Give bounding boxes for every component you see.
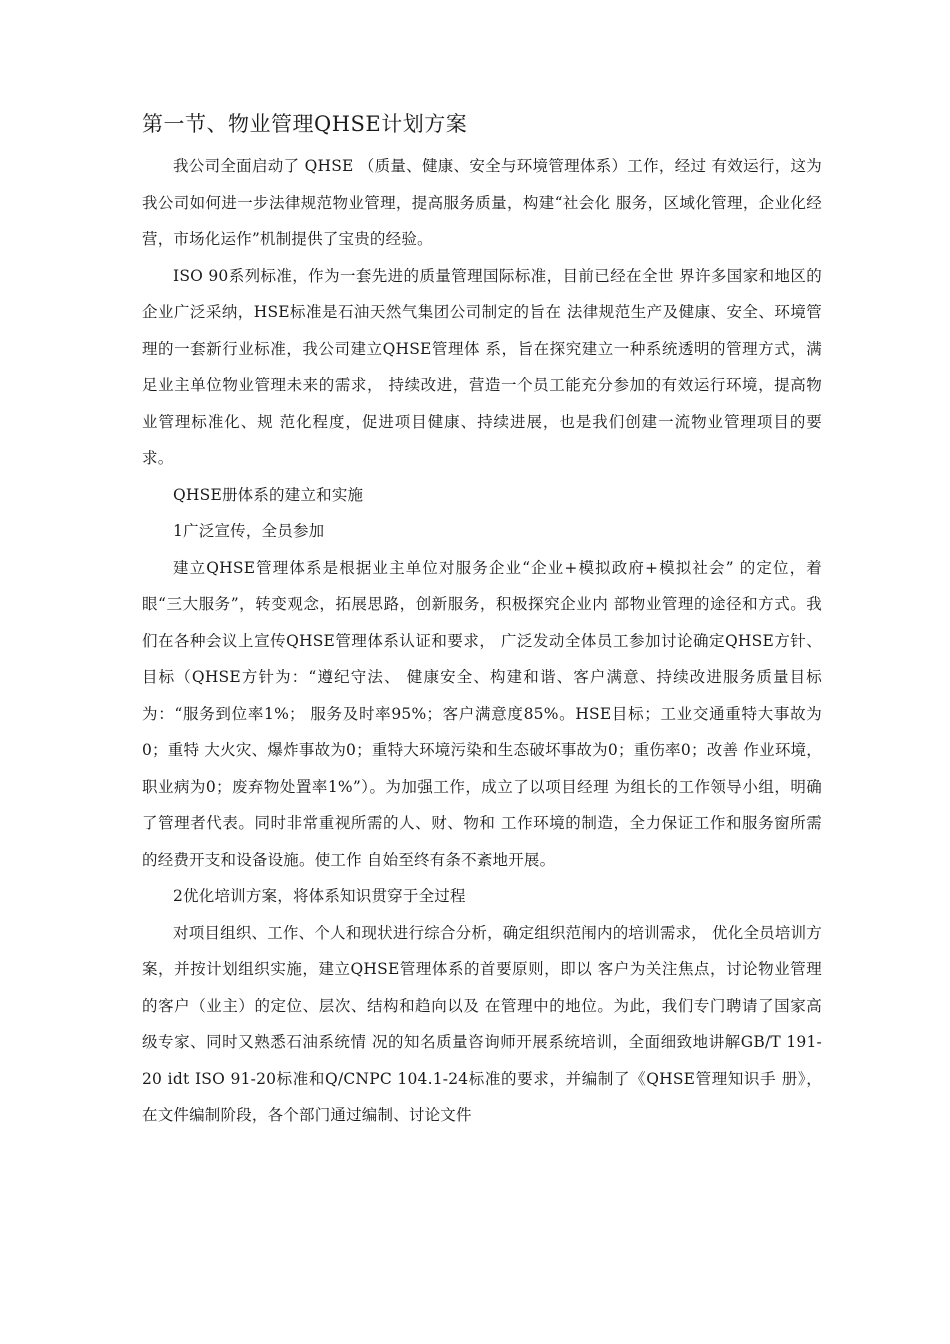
intro-paragraph: 我公司全面启动了 QHSE （质量、健康、安全与环境管理体系）工作，经过 有效运行，这为我公司如何进一步法律规范物业管理，提高服务质量，构建“社会化 服务，区域化管理，企业化经营，市场化运作”机制提供了宝贵的经验。 — [142, 157, 822, 248]
publicity-paragraph: 建立QHSE管理体系是根据业主单位对服务企业“企业+模拟政府+模拟社会” 的定位，着眼“三大服务”，转变观念，拓展思路，创新服务，积极探究企业内 部物业管理的途径和方式。我们在各种会议上宣传QHSE管理体系认证和要求， 广泛发动全体员工参加讨论确定QHSE方针、目标（QHSE方针为：“遵纪守法、 健康安全、构建和谐、客户满意、持续改进服务质量目标为：“服务到位率1%； 服务及时率95%；客户满意度85%。HSE目标；工业交通重特大事故为0；重特 大火灾、爆炸事故为0；重特大环境污染和生态破坏事故为0；重伤率0；改善 作业环境，职业病为0；废弃物处置率1%”）。为加强工作，成立了以项目经理 为组长的工作领导小组，明确了管理者代表。同时非常重视所需的人、财、物和 工作环境的制造，全力保证工作和服务窗所需的经费开支和设备设施。使工作 自始至终有条不紊地开展。 — [142, 558, 822, 869]
subheading-publicity: 1广泛宣传，全员参加 — [173, 522, 325, 540]
subheading-qhse-system: QHSE册体系的建立和实施 — [173, 485, 364, 504]
iso-standard-paragraph: ISO 90系列标准，作为一套先进的质量管理国际标准，目前已经在全世 界许多国家和地区的企业广泛采纳，HSE标准是石油天然气集团公司制定的旨在 法律规范生产及健康、安全、环境管理的一套新行业标准，我公司建立QHSE管理体 系，旨在探究建立一种系统透明的管理方式，满足业主单位物业管理未来的需求， 持续改进，营造一个员工能充分参加的有效运行环境，提高物业管理标准化、规 范化程度，促进项目健康、持续进展，也是我们创建一流物业管理项目的要求。 — [142, 266, 822, 467]
subheading-training: 2优化培训方案，将体系知识贯穿于全过程 — [173, 887, 466, 905]
training-paragraph: 对项目组织、工作、个人和现状进行综合分析，确定组织范闱内的培训需求， 优化全员培训方案，并按计划组织实施，建立QHSE管理体系的首要原则，即以 客户为关注焦点，讨论物业管理的客户（业主）的定位、层次、结构和趋向以及 在管理中的地位。为此，我们专门聘请了国家高级专家、同时又熟悉石油系统情 况的知名质量咨询师开展系统培训，全面细致地讲解GB/T 191-20 idt ISO 91-20标准和Q/CNPC 104.1-24标准的要求，并编制了《QHSE管理知识手 册》，在文件编制阶段，各个部门通过编制、讨论文件 — [142, 923, 822, 1124]
document-body — [142, 104, 822, 1134]
section-title: 第一节、物业管理QHSE计划方案 — [142, 112, 468, 136]
